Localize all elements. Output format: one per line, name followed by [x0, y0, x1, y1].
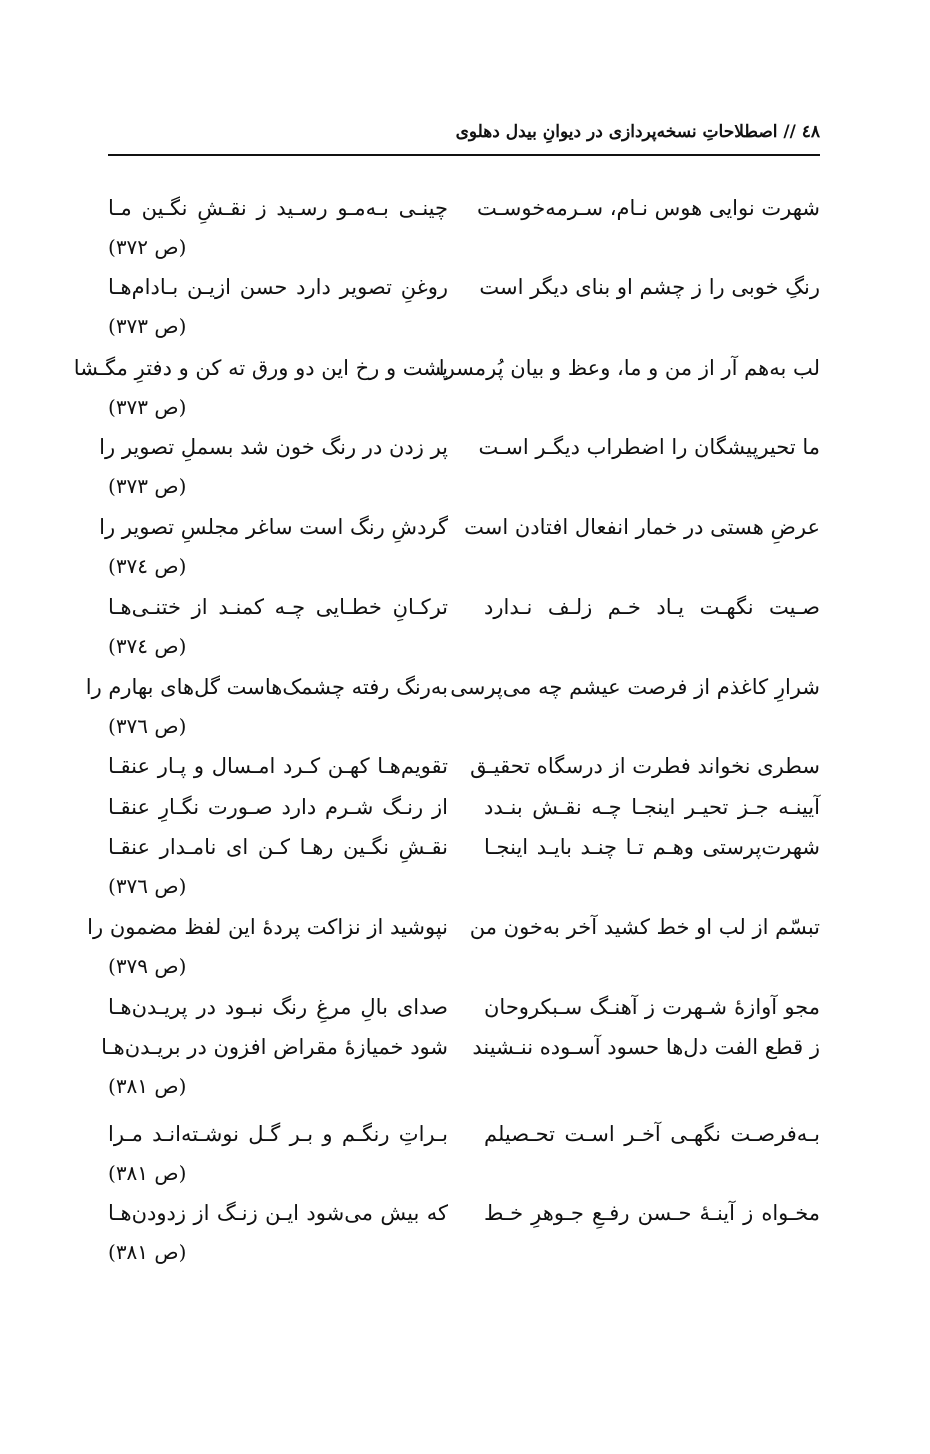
verse-first-hemistich: بـه‌فرصـت نگهـی آخـر اسـت تحـصیلم	[484, 1122, 820, 1146]
verse-second-hemistich: چینـی بـه‌مـو رسـید ز نقـشِ نگـین مـا	[108, 196, 448, 220]
verse-first-hemistich: ما تحیرپیشگان را اضطراب دیگـر اسـت	[478, 435, 820, 459]
header-rule	[108, 154, 820, 156]
verse-first-hemistich: مجو آوازۀ شـهرت ز آهنـگ سـبکروحان	[484, 995, 820, 1019]
verse-second-hemistich: گردشِ رنگ است ساغر مجلسِ تصویر را	[99, 515, 448, 539]
verse-line	[108, 990, 820, 1030]
verse-second-hemistich: شود خمیازۀ مقراض افزون در بریـدن‌هـا	[101, 1035, 448, 1059]
verse-second-hemistich: پشت و رخ این دو ورق ته کن و دفترِ مگـشا	[73, 356, 448, 380]
verse-second-hemistich: به‌رنگ رفته چشمک‌هاست گل‌های بهارم را	[85, 675, 448, 699]
running-header	[108, 120, 820, 148]
verse-second-hemistich: نپوشید از نزاکت پردۀ این لفظ مضمون را	[87, 915, 448, 939]
verse-first-hemistich: شهرت‌پرستی وهـم تـا چنـد بایـد اینجـا	[484, 835, 820, 859]
verse-second-hemistich: پر زدن در رنگ خون شد بسملِ تصویر را	[99, 435, 448, 459]
verse-first-hemistich: شرارِ کاغذم از فرصت عیشم چه می‌پرسی	[450, 675, 820, 699]
verse-line	[108, 790, 820, 830]
verse-first-hemistich: مخـواه ز آینـۀ حـسن رفـعِ جـوهرِ خـط	[484, 1201, 820, 1225]
verse-first-hemistich: شهرت نوایی هوس نـام، سـرمه‌خوسـت	[477, 196, 820, 220]
page-reference: (ص ٣٧٤)	[108, 554, 187, 578]
verse-line	[87, 910, 820, 950]
verse-first-hemistich: عرضِ هستی در خمار انفعال افتادن است	[464, 515, 820, 539]
verse-second-hemistich: نقـشِ نگـین رهـا کـن ای نامـدار عنقـا	[108, 835, 448, 859]
page-reference: (ص ٣٧٦)	[108, 874, 187, 898]
verse-first-hemistich: تبسّم از لب او خط کشید آخر به‌خون من	[469, 915, 820, 939]
verse-line	[99, 430, 820, 470]
page-reference: (ص ٣٧٦)	[108, 714, 187, 738]
verse-first-hemistich: لب به‌هم آر از من و ما، وعظ و بیان پُرمسرا	[438, 356, 820, 380]
page-reference: (ص ٣٨١)	[108, 1240, 187, 1264]
verse-second-hemistich: ترکـانِ خطـایی چـه کمنـد از ختنـی‌هـا	[108, 595, 448, 619]
verse-line	[108, 1117, 820, 1157]
verse-line	[101, 1030, 820, 1070]
page-reference: (ص ٣٨١)	[108, 1161, 187, 1185]
verse-second-hemistich: از رنـگ شـرم دارد صـورت نگـارِ عنقـا	[108, 795, 448, 819]
verse-first-hemistich: آیینـه جـز تحیـر اینجـا چـه نقـش بنـدد	[484, 795, 820, 819]
verse-first-hemistich: ز قطع الفت دل‌ها حسود آسـوده ننـشیند	[472, 1035, 820, 1059]
page-reference: (ص ٣٧٩)	[108, 954, 187, 978]
verse-second-hemistich: صدای بالِ مرغِ رنگ نبـود در پریـدن‌هـا	[108, 995, 448, 1019]
verse-second-hemistich: تقویم‌هـا کهـن کـرد امـسال و پـار عنقـا	[108, 754, 448, 778]
page-reference: (ص ٣٧٢)	[108, 235, 187, 259]
verse-line	[108, 1196, 820, 1236]
verse-first-hemistich: سطری نخواند فطرت از درسگاه تحقیـق	[470, 754, 820, 778]
verse-first-hemistich: رنگِ خوبی را ز چشم او بنای دیگر است	[479, 275, 820, 299]
verse-line	[99, 510, 820, 550]
page-title: ٤٨ // اصطلاحاتِ نسخه‌پردازی در دیوانِ بیدل دهلوی	[455, 122, 820, 142]
verse-line	[108, 749, 820, 789]
page-reference: (ص ٣٧٣)	[108, 474, 187, 498]
page-reference: (ص ٣٧٣)	[108, 395, 187, 419]
verse-line	[108, 270, 820, 310]
verse-line	[85, 670, 820, 710]
verse-line	[73, 351, 820, 391]
verse-second-hemistich: روغنِ تصویر دارد حسن ازیـن بـادام‌هـا	[108, 275, 448, 299]
page-reference: (ص ٣٧٤)	[108, 634, 187, 658]
verse-line	[108, 191, 820, 231]
page-reference: (ص ٣٧٣)	[108, 314, 187, 338]
verse-second-hemistich: که بیش می‌شود ایـن زنـگ از زدودن‌هـا	[108, 1201, 448, 1225]
verse-line	[108, 830, 820, 870]
verse-line	[108, 590, 820, 630]
verse-second-hemistich: بـراتِ رنگـم و بـر گـل نوشـته‌انـد مـرا	[108, 1122, 448, 1146]
page-reference: (ص ٣٨١)	[108, 1074, 187, 1098]
verse-first-hemistich: صـیت نگهـت یـاد خـم زلـف نـدارد	[484, 595, 820, 619]
